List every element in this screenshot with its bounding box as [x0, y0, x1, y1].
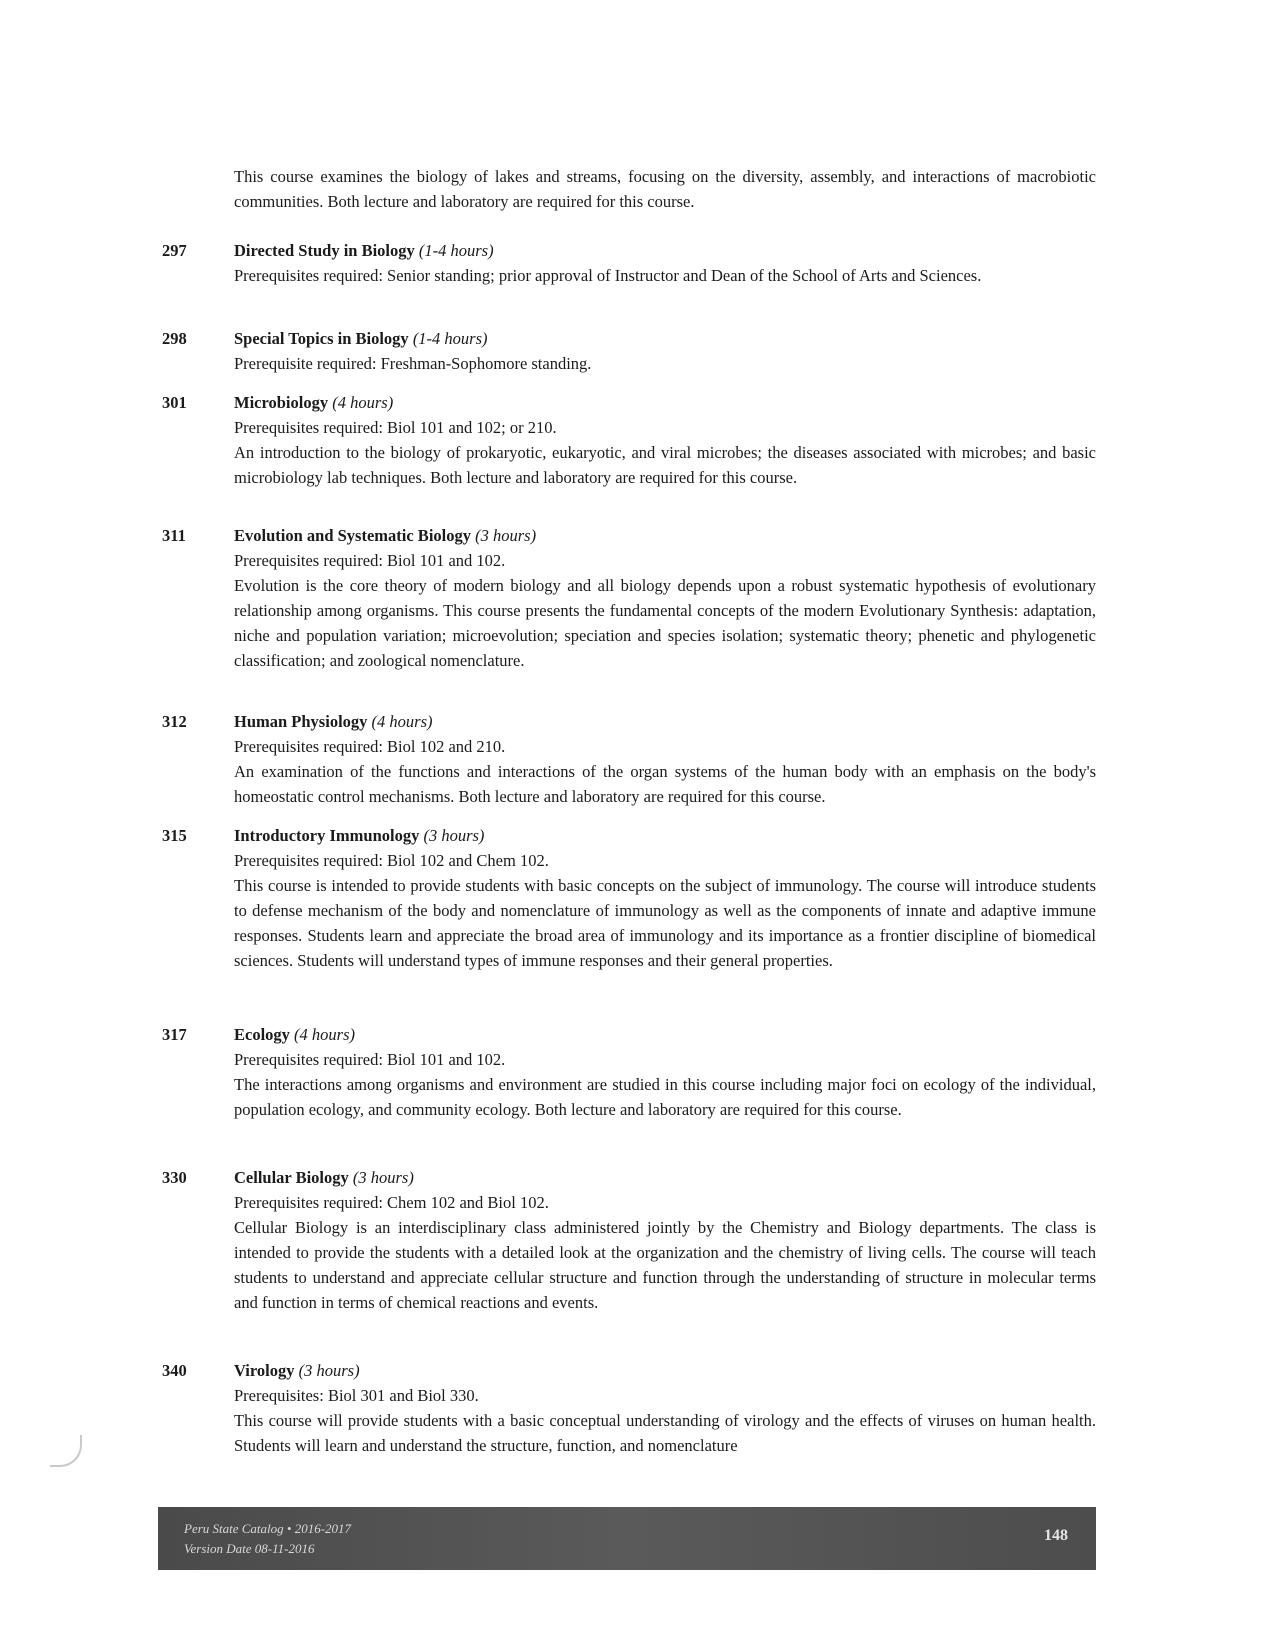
footer-version-date: Version Date 08-11-2016 [184, 1541, 315, 1556]
course-prerequisites: Prerequisites required: Biol 101 and 102. [234, 1050, 506, 1069]
course-description: An examination of the functions and interactions of the organ systems of the human body with an emphasis on the body's homeostatic control mechanisms. Both lecture and laboratory are required for this course. [234, 762, 1096, 806]
course-body [234, 709, 1096, 809]
course-name: Ecology [234, 1025, 290, 1044]
course-number: 317 [162, 1025, 187, 1044]
course-description: Cellular Biology is an interdisciplinary class administered jointly by the Chemistry and Biology departments. The class is intended to provide the students with a detailed look at the organization and the chemistry of living cells. The course will teach students to understand and appreciate cellular structure and function through the understanding of structure in molecular terms and function in terms of chemical reactions and events. [234, 1218, 1096, 1312]
course-prerequisites: Prerequisites required: Biol 102 and Chem 102. [234, 851, 549, 870]
course-description: The interactions among organisms and environment are studied in this course including major foci on ecology of the individual, population ecology, and community ecology. Both lecture and laboratory are required for this course. [234, 1075, 1096, 1119]
course-prerequisites: Prerequisites required: Biol 101 and 102; or 210. [234, 418, 557, 437]
course-name: Virology [234, 1361, 295, 1380]
course-title [234, 523, 1096, 548]
course-body [234, 238, 1096, 288]
course-hours: (1-4 hours) [418, 241, 494, 260]
course-title [234, 390, 1096, 415]
course-description: Evolution is the core theory of modern biology and all biology depends upon a robust systematic hypothesis of evolutionary relationship among organisms. This course presents the fundamental concepts of the modern Evolutionary Synthesis: adaptation, niche and population variation; microevolution; speciation and species isolation; systematic theory; phenetic and phylogenetic classification; and zoological nomenclature. [234, 576, 1096, 670]
course-number: 330 [162, 1168, 187, 1187]
scan-artifact [50, 1435, 82, 1467]
course-name: Special Topics in Biology [234, 329, 409, 348]
page-footer [158, 1507, 1096, 1570]
course-prerequisites: Prerequisites: Biol 301 and Biol 330. [234, 1386, 479, 1405]
course-description: An introduction to the biology of prokaryotic, eukaryotic, and viral microbes; the diseases associated with microbes; and basic microbiology lab techniques. Both lecture and laboratory are required for this course. [234, 443, 1096, 487]
course-number: 301 [162, 393, 187, 412]
course-title [234, 1165, 1096, 1190]
course-number: 340 [162, 1361, 187, 1380]
course-number: 315 [162, 826, 187, 845]
course-body [234, 823, 1096, 973]
course-title [234, 709, 1096, 734]
course-hours: (3 hours) [352, 1168, 414, 1187]
course-body [234, 1358, 1096, 1458]
course-title [234, 1358, 1096, 1383]
course-title [234, 238, 1096, 263]
course-number: 311 [162, 526, 186, 545]
course-body [234, 326, 1096, 376]
course-name: Microbiology [234, 393, 329, 412]
course-prerequisites: Prerequisites required: Senior standing; prior approval of Instructor and Dean of the School of Arts and Sciences. [234, 266, 982, 285]
course-hours: (3 hours) [298, 1361, 360, 1380]
course-name: Human Physiology [234, 712, 368, 731]
course-number: 298 [162, 329, 187, 348]
course-hours: (3 hours) [423, 826, 485, 845]
course-hours: (4 hours) [332, 393, 394, 412]
footer-info [184, 1519, 351, 1559]
course-number: 297 [162, 241, 187, 260]
course-prerequisites: Prerequisites required: Biol 102 and 210. [234, 737, 506, 756]
page-number: 148 [1044, 1527, 1068, 1544]
course-prerequisites: Prerequisites required: Biol 101 and 102. [234, 551, 506, 570]
footer-catalog-title: Peru State Catalog • 2016-2017 [184, 1521, 352, 1536]
course-hours: (4 hours) [294, 1025, 356, 1044]
course-body [234, 1022, 1096, 1122]
course-description: This course will provide students with a basic conceptual understanding of virology and the effects of viruses on human health. Students will learn and understand the structure, function, and nomenclature [234, 1411, 1096, 1455]
course-name: Cellular Biology [234, 1168, 349, 1187]
course-hours: (3 hours) [475, 526, 537, 545]
course-name: Evolution and Systematic Biology [234, 526, 471, 545]
course-title [234, 326, 1096, 351]
course-body [234, 523, 1096, 673]
course-description: This course is intended to provide students with basic concepts on the subject of immunology. The course will introduce students to defense mechanism of the body and nomenclature of immunology as well as the components of innate and adaptive immune responses. Students learn and appreciate the broad area of immunology and its importance as a frontier discipline of biomedical sciences. Students will understand types of immune responses and their general properties. [234, 876, 1096, 970]
course-name: Introductory Immunology [234, 826, 420, 845]
course-body [234, 390, 1096, 490]
course-hours: (4 hours) [371, 712, 433, 731]
course-body [234, 1165, 1096, 1315]
course-prerequisites: Prerequisites required: Chem 102 and Biol 102. [234, 1193, 549, 1212]
course-number: 312 [162, 712, 187, 731]
course-title [234, 823, 1096, 848]
course-title [234, 1022, 1096, 1047]
course-name: Directed Study in Biology [234, 241, 415, 260]
course-hours: (1-4 hours) [412, 329, 488, 348]
course-prerequisites: Prerequisite required: Freshman-Sophomore standing. [234, 354, 592, 373]
intro-paragraph: This course examines the biology of lakes and streams, focusing on the diversity, assembly, and interactions of macrobiotic communities. Both lecture and laboratory are required for this course. [234, 167, 1096, 211]
